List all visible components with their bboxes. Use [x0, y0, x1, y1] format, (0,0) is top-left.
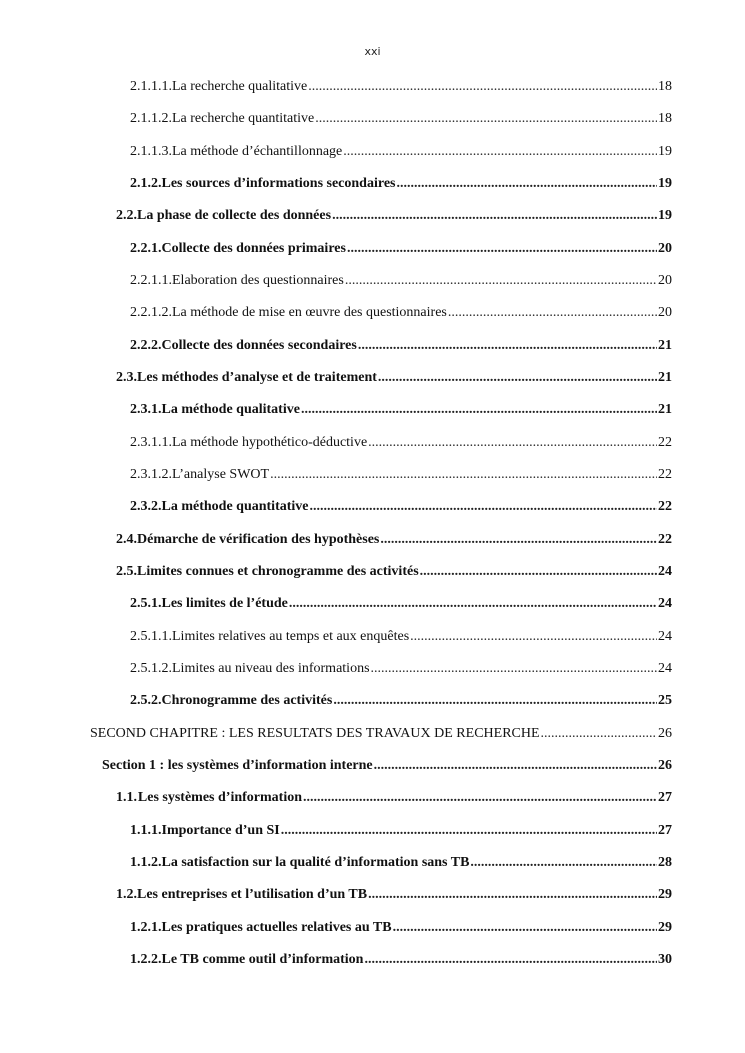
toc-entry-title: L’analyse SWOT: [172, 467, 270, 482]
toc-entry-title: La recherche quantitative: [172, 111, 315, 126]
toc-dot-leader: [308, 76, 657, 98]
toc-entry-number: 2.2.: [116, 208, 137, 223]
toc-entry-page: 18: [658, 111, 672, 126]
toc-entry-number: 2.5.1.: [130, 596, 162, 611]
toc-entry-title: Importance d’un SI: [161, 823, 280, 838]
toc-dot-leader: [470, 852, 657, 874]
toc-entry-number: 2.2.1.2.: [130, 305, 172, 320]
toc-entry-title: Elaboration des questionnaires: [172, 273, 344, 288]
toc-dot-leader: [281, 820, 657, 842]
toc-entry[interactable]: [130, 658, 672, 680]
toc-entry-page: 21: [658, 402, 672, 417]
toc-entry[interactable]: [130, 820, 672, 842]
toc-entry-page: 21: [658, 370, 672, 385]
toc-dot-leader: [332, 205, 657, 227]
toc-entry-page: 22: [658, 467, 672, 482]
toc-entry-page: 20: [658, 273, 672, 288]
toc-dot-leader: [347, 238, 657, 260]
toc-entry-title: SECOND CHAPITRE : LES RESULTATS DES TRAVAUX DE RECHERCHE: [90, 726, 540, 741]
toc-entry-title: Démarche de vérification des hypothèses: [137, 532, 380, 547]
toc-entry-number: 2.3.2.: [130, 499, 162, 514]
toc-entry-title: Chronogramme des activités: [161, 693, 333, 708]
toc-entry-page: 29: [658, 920, 672, 935]
toc-entry[interactable]: [130, 335, 672, 357]
toc-dot-leader: [396, 173, 657, 195]
toc-entry[interactable]: [130, 949, 672, 971]
toc-dot-leader: [358, 335, 657, 357]
toc-entry-number: 2.3.1.1.: [130, 435, 172, 450]
toc-dot-leader: [315, 108, 657, 130]
toc-entry[interactable]: [102, 755, 672, 777]
toc-entry-number: 2.5.1.2.: [130, 661, 172, 676]
toc-dot-leader: [310, 496, 658, 518]
toc-entry-number: 2.2.1.1.: [130, 273, 172, 288]
toc-entry-number: 2.2.2.: [130, 338, 162, 353]
toc-entry[interactable]: [116, 884, 672, 906]
toc-entry[interactable]: [116, 205, 672, 227]
toc-entry-title: Limites au niveau des informations: [172, 661, 370, 676]
toc-entry-number: 2.4.: [116, 532, 137, 547]
toc-entry-page: 24: [658, 661, 672, 676]
toc-entry[interactable]: [130, 270, 672, 292]
toc-entry-number: 1.1.2.: [130, 855, 162, 870]
toc-entry-title: Collecte des données secondaires: [161, 338, 357, 353]
toc-entry-number: 2.5.2.: [130, 693, 162, 708]
toc-entry-number: 2.1.1.3.: [130, 144, 172, 159]
page-number: xxi: [364, 45, 381, 58]
toc-entry-page: 22: [658, 532, 672, 547]
toc-entry-title: La recherche qualitative: [172, 79, 308, 94]
toc-dot-leader: [301, 399, 657, 421]
toc-entry-number: 1.2.: [116, 887, 137, 902]
toc-entry-number: 1.1.: [116, 790, 137, 805]
toc-entry-number: 2.3.1.2.: [130, 467, 172, 482]
toc-entry[interactable]: [130, 852, 672, 874]
toc-dot-leader: [364, 949, 657, 971]
toc-entry-number: 2.5.: [116, 564, 137, 579]
toc-entry[interactable]: [130, 76, 672, 98]
toc-entry-number: 1.1.1.: [130, 823, 162, 838]
toc-entry-page: 24: [658, 564, 672, 579]
toc-entry-page: 19: [658, 144, 672, 159]
toc-dot-leader: [410, 626, 657, 648]
toc-entry-page: 22: [658, 435, 672, 450]
toc-entry-number: 2.2.1.: [130, 241, 162, 256]
toc-entry-title: La méthode qualitative: [161, 402, 300, 417]
toc-entry-title: Les systèmes d’information: [137, 790, 303, 805]
toc-dot-leader: [371, 658, 657, 680]
toc-entry-page: 30: [658, 952, 672, 967]
toc-dot-leader: [289, 593, 657, 615]
toc-entry-page: 22: [658, 499, 672, 514]
toc-entry-title: La méthode hypothético-déductive: [172, 435, 368, 450]
toc-entry-page: 27: [658, 790, 672, 805]
toc-entry-page: 27: [658, 823, 672, 838]
toc-entry-page: 29: [658, 887, 672, 902]
toc-entry-number: 1.2.1.: [130, 920, 162, 935]
toc-entry-title: La phase de collecte des données: [137, 208, 332, 223]
toc-entry[interactable]: [130, 399, 672, 421]
toc-entry-number: 2.3.: [116, 370, 137, 385]
toc-dot-leader: [374, 755, 657, 777]
toc-entry[interactable]: [130, 917, 672, 939]
toc-entry-page: 18: [658, 79, 672, 94]
toc-entry-page: 25: [658, 693, 672, 708]
toc-dot-leader: [303, 787, 657, 809]
toc-entry-number: 2.1.1.1.: [130, 79, 172, 94]
toc-entry-number: 1.2.2.: [130, 952, 162, 967]
toc-entry-page: 24: [658, 629, 672, 644]
toc-entry-number: 2.1.2.: [130, 176, 162, 191]
toc-entry[interactable]: [116, 367, 672, 389]
toc-entry[interactable]: [130, 302, 672, 324]
toc-entry[interactable]: [130, 690, 672, 712]
toc-dot-leader: [343, 141, 657, 163]
toc-dot-leader: [393, 917, 657, 939]
toc-dot-leader: [368, 884, 657, 906]
toc-entry[interactable]: [116, 787, 672, 809]
toc-entry-title: Les limites de l’étude: [161, 596, 288, 611]
toc-entry-page: 19: [658, 176, 672, 191]
toc-entry-title: Collecte des données primaires: [161, 241, 346, 256]
toc-dot-leader: [380, 529, 657, 551]
toc-entry[interactable]: [90, 723, 672, 745]
toc-entry-title: Les entreprises et l’utilisation d’un TB: [137, 887, 368, 902]
toc-entry-number: 2.5.1.1.: [130, 629, 172, 644]
toc-entry-page: 26: [658, 758, 672, 773]
toc-entry[interactable]: [130, 593, 672, 615]
toc-entry[interactable]: [116, 529, 672, 551]
toc-entry-title: La satisfaction sur la qualité d’information sans TB: [161, 855, 470, 870]
toc-entry-title: La méthode quantitative: [161, 499, 309, 514]
toc-dot-leader: [345, 270, 657, 292]
toc-dot-leader: [448, 302, 657, 324]
toc-entry-title: Limites relatives au temps et aux enquêtes: [172, 629, 410, 644]
toc-entry[interactable]: [130, 432, 672, 454]
toc-entry[interactable]: [130, 626, 672, 648]
toc-dot-leader: [420, 561, 657, 583]
toc-entry-page: 20: [658, 305, 672, 320]
toc-entry[interactable]: [130, 464, 672, 486]
toc-dot-leader: [270, 464, 657, 486]
toc-dot-leader: [378, 367, 657, 389]
toc-entry-title: La méthode d’échantillonnage: [172, 144, 343, 159]
toc-entry[interactable]: [130, 141, 672, 163]
toc-entry-page: 26: [658, 726, 672, 741]
toc-dot-leader: [333, 690, 657, 712]
toc-entry[interactable]: [130, 496, 672, 518]
toc-dot-leader: [541, 723, 657, 745]
toc-entry-title: Les pratiques actuelles relatives au TB: [161, 920, 392, 935]
toc-entry-title: La méthode de mise en œuvre des questionnaires: [172, 305, 447, 320]
toc-entry[interactable]: [116, 561, 672, 583]
toc-entry[interactable]: [130, 238, 672, 260]
toc-entry-title: Les méthodes d’analyse et de traitement: [137, 370, 377, 385]
toc-entry[interactable]: [130, 108, 672, 130]
toc-dot-leader: [368, 432, 657, 454]
toc-entry-title: Le TB comme outil d’information: [161, 952, 364, 967]
toc-entry-title: Section 1 : les systèmes d’information interne: [102, 758, 373, 773]
toc-entry-page: 19: [658, 208, 672, 223]
toc-entry-number: 2.3.1.: [130, 402, 162, 417]
toc-entry-page: 24: [658, 596, 672, 611]
toc-entry-page: 20: [658, 241, 672, 256]
toc-entry-title: Les sources d’informations secondaires: [161, 176, 396, 191]
toc-entry-page: 21: [658, 338, 672, 353]
toc-entry[interactable]: [130, 173, 672, 195]
toc-entry-title: Limites connues et chronogramme des activités: [137, 564, 419, 579]
toc-entry-page: 28: [658, 855, 672, 870]
toc-entry-number: 2.1.1.2.: [130, 111, 172, 126]
